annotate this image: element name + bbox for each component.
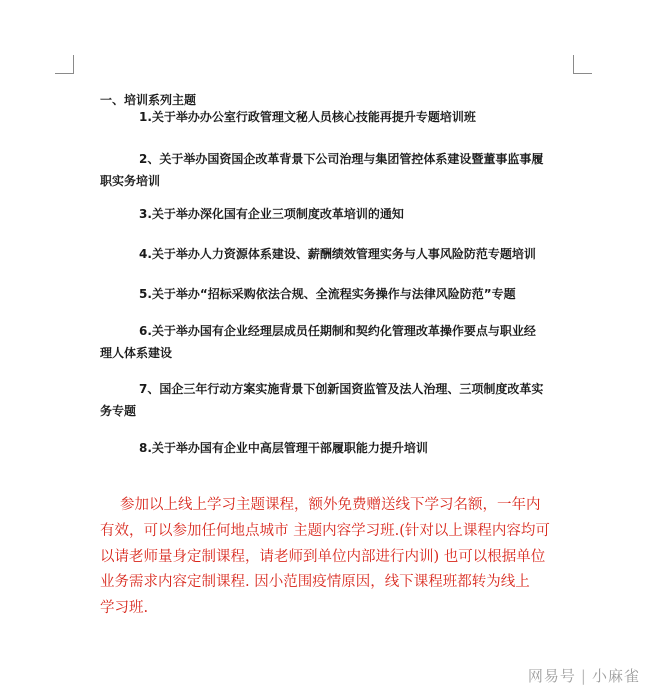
training-item-1-line1: 1.关于举办办公室行政管理文秘人员核心技能再提升专题培训班 — [139, 110, 476, 124]
watermark-author: 小麻雀 — [591, 667, 640, 685]
training-item-4-line1: 4.关于举办人力资源体系建设、薪酬绩效管理实务与人事风险防范专题培训 — [139, 247, 536, 261]
crop-mark-top-left — [55, 55, 74, 74]
training-item-7 — [100, 378, 543, 422]
watermark-separator: | — [580, 667, 587, 685]
training-item-6-line2: 理人体系建设 — [100, 346, 173, 360]
training-item-6-line1: 6.关于举办国有企业经理层成员任期制和契约化管理改革操作要点与职业经 — [139, 324, 536, 338]
training-item-2 — [100, 148, 543, 192]
section-heading: 一、培训系列主题 — [100, 93, 197, 107]
training-item-5 — [139, 283, 516, 305]
promo-notice — [100, 493, 580, 622]
training-item-1 — [139, 106, 476, 128]
training-item-3-line1: 3.关于举办深化国有企业三项制度改革培训的通知 — [139, 207, 404, 221]
training-item-8 — [139, 437, 428, 459]
training-item-7-line2: 务专题 — [100, 404, 137, 418]
training-item-2-line1: 2、关于举办国资国企改革背景下公司治理与集团管控体系建设暨董事监事履 — [139, 152, 544, 166]
watermark-brand: 网易号 — [527, 667, 576, 685]
training-item-8-line1: 8.关于举办国有企业中高层管理干部履职能力提升培训 — [139, 441, 428, 455]
training-item-2-line2: 职实务培训 — [100, 174, 161, 188]
training-item-6 — [100, 320, 536, 364]
training-item-4 — [139, 243, 536, 265]
training-item-5-line1: 5.关于举办“招标采购依法合规、全流程实务操作与法律风险防范”专题 — [139, 287, 516, 301]
notice-line-2: 有效，可以参加任何地点城市 主题内容学习班.(针对以上课程内容均可 — [100, 522, 550, 539]
notice-line-1: 参加以上线上学习主题课程，额外免费赠送线下学习名额，一年内 — [120, 497, 541, 513]
notice-line-5: 学习班. — [100, 600, 149, 617]
crop-mark-top-right — [573, 55, 592, 74]
notice-line-3: 以请老师量身定制课程，请老师到单位内部进行内训) 也可以根据单位 — [100, 548, 546, 565]
notice-line-4: 业务需求内容定制课程. 因小范围疫情原因，线下课程班都转为线上 — [100, 574, 530, 591]
training-item-7-line1: 7、国企三年行动方案实施背景下创新国资监管及法人治理、三项制度改革实 — [139, 382, 544, 396]
training-item-3 — [139, 203, 404, 225]
watermark — [528, 665, 640, 686]
